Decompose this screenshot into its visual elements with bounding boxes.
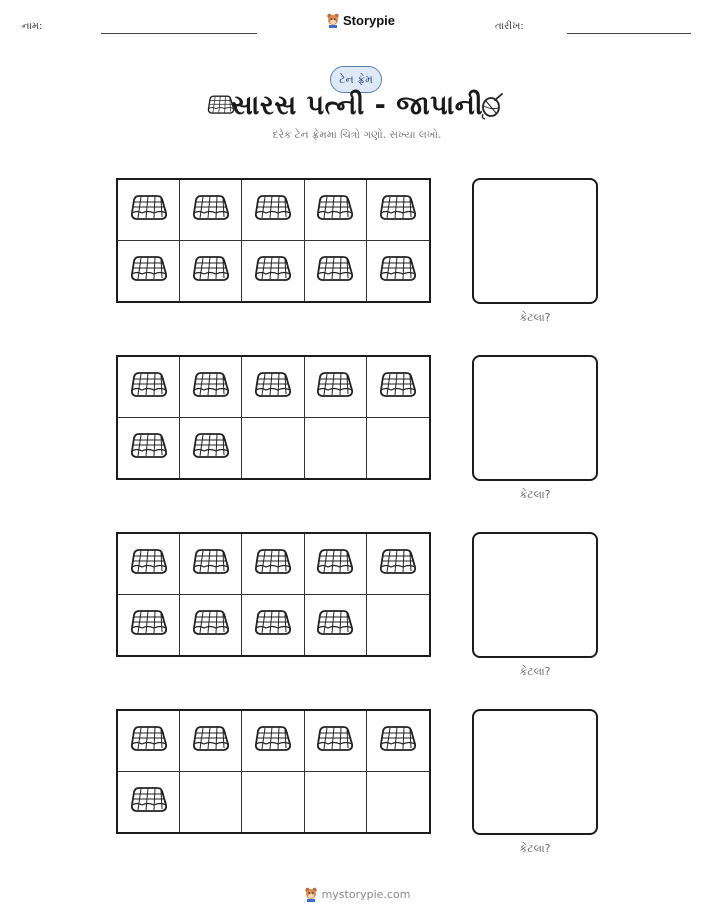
folded-blanket-icon <box>315 370 355 404</box>
ten-frame-cell <box>242 772 304 833</box>
ten-frame-cell <box>118 357 180 418</box>
answer-label-2: કેટલા? <box>519 488 551 501</box>
brand-name: Storypie <box>343 12 396 28</box>
ten-frame-cell <box>242 418 304 479</box>
ten-frame-cell <box>118 772 180 833</box>
answer-box-1[interactable] <box>472 178 598 304</box>
ten-frame-cell <box>305 711 367 772</box>
ten-frame-cell <box>180 534 242 595</box>
folded-blanket-icon <box>378 370 418 404</box>
ten-frame-cell <box>180 595 242 656</box>
name-label: નામ: <box>22 21 43 32</box>
ten-frame-cell <box>305 180 367 241</box>
ten-frame-cell <box>118 595 180 656</box>
folded-blanket-icon <box>315 724 355 758</box>
ten-frame-cell <box>305 772 367 833</box>
folded-blanket-icon <box>315 547 355 581</box>
folded-blanket-icon <box>191 547 231 581</box>
ten-frame-cell <box>367 418 429 479</box>
answer-box-4[interactable] <box>472 709 598 835</box>
folded-blanket-icon <box>253 254 293 288</box>
folded-blanket-icon <box>191 254 231 288</box>
storypie-mascot-icon <box>304 886 318 902</box>
folded-blanket-icon <box>191 724 231 758</box>
folded-blanket-icon <box>253 608 293 642</box>
folded-blanket-icon <box>315 254 355 288</box>
ten-frame-cell <box>305 418 367 479</box>
ten-frame-cell <box>180 418 242 479</box>
footer-url[interactable]: mystorypie.com <box>321 887 411 901</box>
ten-frame-cell <box>242 534 304 595</box>
ten-frame-4 <box>116 709 431 834</box>
ten-frame-cell <box>242 241 304 302</box>
ten-frame-cell <box>118 241 180 302</box>
ten-frame-cell <box>367 534 429 595</box>
ten-frame-cell <box>305 357 367 418</box>
ten-frame-cell <box>367 595 429 656</box>
folded-blanket-icon <box>129 547 169 581</box>
ten-frame-cell <box>118 180 180 241</box>
ten-frame-cell <box>118 534 180 595</box>
answer-label-1: કેટલા? <box>519 311 551 324</box>
ten-frame-cell <box>118 418 180 479</box>
brand-logo <box>326 12 395 28</box>
ten-frame-cell <box>367 180 429 241</box>
ten-frame-cell <box>305 241 367 302</box>
ten-frame-cell <box>180 180 242 241</box>
ten-frame-cell <box>367 772 429 833</box>
folded-blanket-icon <box>129 193 169 227</box>
folded-blanket-icon <box>191 608 231 642</box>
ten-frame-cell <box>367 357 429 418</box>
ten-frame-cell <box>367 711 429 772</box>
folded-blanket-icon <box>191 193 231 227</box>
folded-blanket-icon <box>315 193 355 227</box>
ten-frame-cell <box>242 711 304 772</box>
folded-blanket-icon <box>253 547 293 581</box>
page-title: સારસ પત્ની - જાપાની <box>230 90 484 121</box>
storypie-mascot-icon <box>326 12 340 28</box>
ten-frame-1 <box>116 178 431 303</box>
ten-frame-2 <box>116 355 431 480</box>
answer-box-3[interactable] <box>472 532 598 658</box>
folded-blanket-icon <box>378 193 418 227</box>
footer <box>0 886 714 902</box>
folded-blanket-icon <box>378 547 418 581</box>
folded-blanket-icon <box>191 431 231 465</box>
ten-frame-cell <box>242 180 304 241</box>
ten-frame-cell <box>180 772 242 833</box>
ten-frame-cell <box>180 357 242 418</box>
thread-spool-icon <box>479 92 505 124</box>
folded-blanket-icon <box>253 370 293 404</box>
ten-frame-cell <box>242 595 304 656</box>
folded-blanket-icon <box>129 254 169 288</box>
folded-blanket-icon <box>129 724 169 758</box>
answer-label-3: કેટલા? <box>519 665 551 678</box>
ten-frame-cell <box>367 241 429 302</box>
ten-frame-cell <box>180 241 242 302</box>
answer-box-2[interactable] <box>472 355 598 481</box>
ten-frame-badge: ટેન ફ્રેમ <box>330 66 382 93</box>
date-label: તારીખ: <box>495 21 524 32</box>
ten-frame-cell <box>305 595 367 656</box>
folded-blanket-icon <box>253 724 293 758</box>
ten-frame-cell <box>305 534 367 595</box>
folded-blanket-icon <box>378 724 418 758</box>
instruction-text: દરેક ટેન ફ્રેમમાં ચિત્રો ગણો. સંખ્યા લખો. <box>272 129 442 141</box>
date-line[interactable] <box>567 33 691 34</box>
ten-frame-3 <box>116 532 431 657</box>
name-line[interactable] <box>101 33 257 34</box>
ten-frame-cell <box>180 711 242 772</box>
folded-blanket-icon <box>378 254 418 288</box>
folded-blanket-icon <box>129 370 169 404</box>
answer-label-4: કેટલા? <box>519 842 551 855</box>
folded-blanket-icon <box>129 785 169 819</box>
folded-blanket-icon <box>191 370 231 404</box>
folded-blanket-icon <box>129 608 169 642</box>
folded-blanket-icon <box>129 431 169 465</box>
ten-frame-cell <box>242 357 304 418</box>
ten-frame-cell <box>118 711 180 772</box>
folded-blanket-icon <box>253 193 293 227</box>
folded-blanket-icon <box>315 608 355 642</box>
